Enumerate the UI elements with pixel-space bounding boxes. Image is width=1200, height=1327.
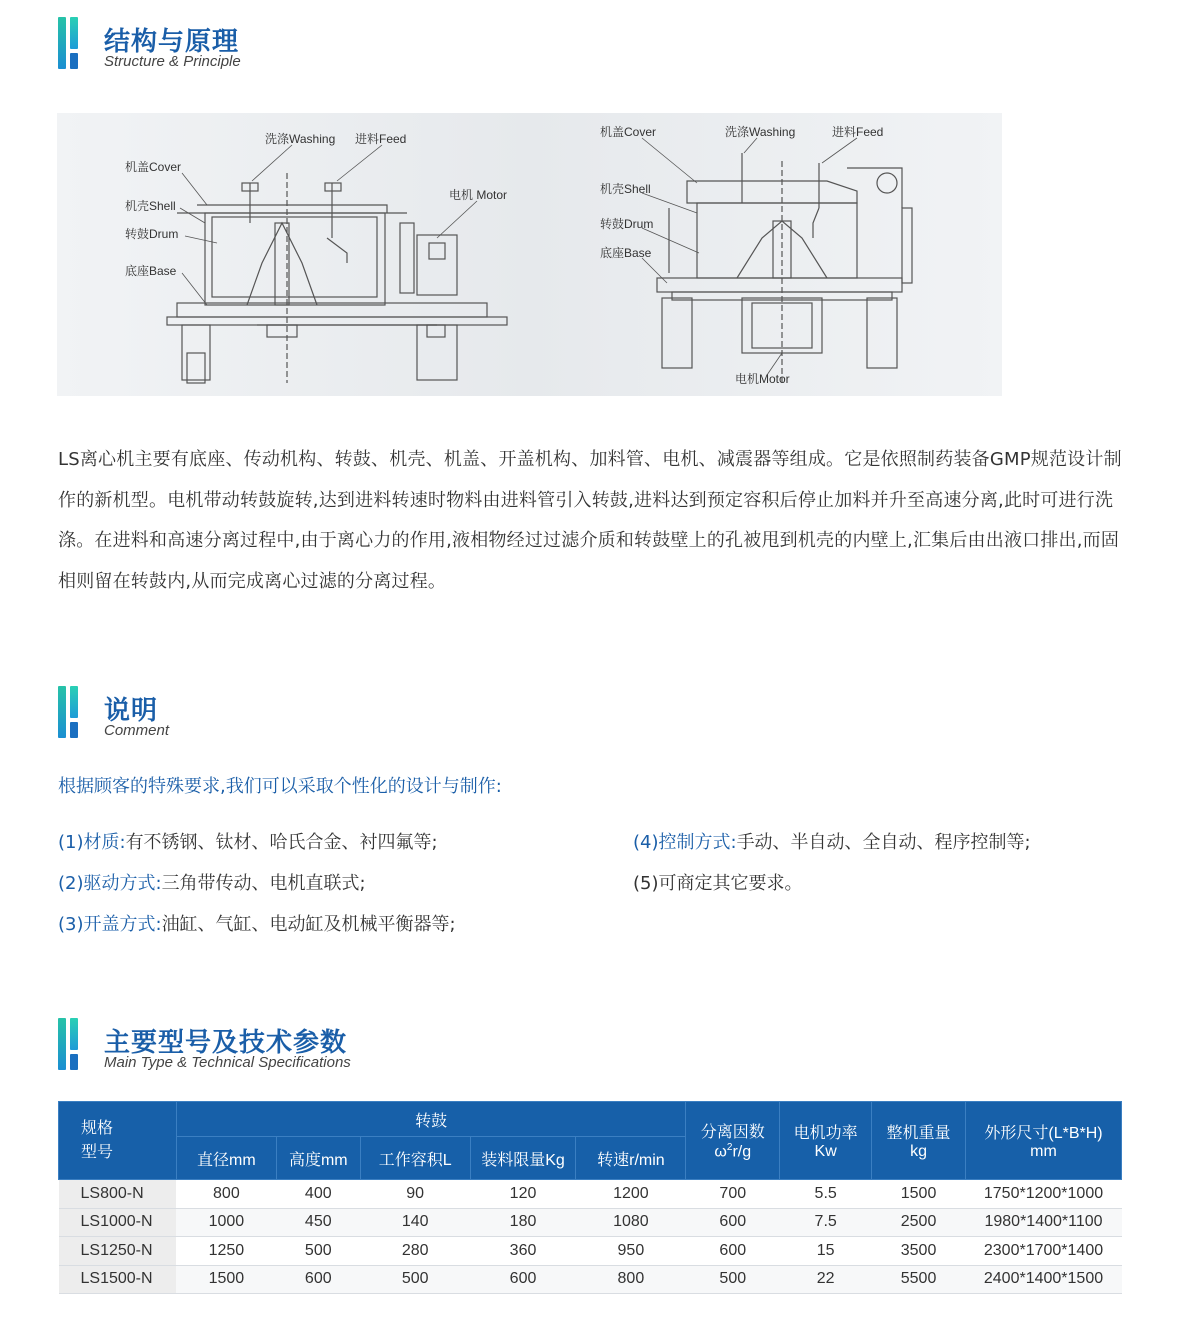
table-cell: 140 (360, 1208, 470, 1237)
header-motor-line2: Kw (814, 1143, 837, 1160)
label-drum-right: 转鼓Drum (600, 217, 654, 231)
table-cell: 5500 (872, 1265, 966, 1294)
header-bar-decoration (70, 722, 78, 738)
header-motor-line1: 电机功率 (793, 1125, 858, 1142)
header-bar-decoration (70, 1018, 78, 1050)
header-bar-decoration (70, 17, 78, 49)
table-cell: 5.5 (780, 1180, 872, 1209)
label-cover-right: 机盖Cover (600, 125, 657, 139)
header-size-line2: mm (1030, 1143, 1057, 1160)
label-base-right: 底座Base (600, 246, 652, 260)
table-cell: 2400*1400*1500 (966, 1265, 1122, 1294)
comment-item-key: (1)材质: (58, 832, 126, 853)
header-bar-decoration (70, 686, 78, 718)
header-bar-decoration (58, 1018, 66, 1070)
section-subtitle: Comment (104, 722, 170, 739)
section-subtitle: Main Type & Technical Specifications (104, 1054, 351, 1071)
table-cell: 1500 (176, 1265, 276, 1294)
table-cell: 2300*1700*1400 (966, 1237, 1122, 1266)
header-sep-sup: 2 (726, 1142, 733, 1154)
header-weight-line1: 整机重量 (886, 1125, 951, 1142)
comment-item-value: (5)可商定其它要求。 (633, 873, 803, 894)
header-model-line1: 规格 (81, 1119, 114, 1137)
label-drum-left: 转鼓Drum (125, 227, 179, 241)
table-cell: 15 (780, 1237, 872, 1266)
comment-item-key: (4)控制方式: (633, 832, 737, 853)
table-cell: 600 (686, 1237, 780, 1266)
table-cell: 450 (276, 1208, 360, 1237)
table-cell: 180 (470, 1208, 576, 1237)
comment-item-opening (58, 910, 456, 936)
header-sep-line1: 分离因数 (700, 1124, 765, 1142)
table-cell: 3500 (872, 1237, 966, 1266)
header-volume: 工作容积L (360, 1137, 470, 1180)
table-cell: 700 (686, 1180, 780, 1209)
cell-model: LS1000-N (59, 1208, 177, 1237)
header-motor-power (780, 1102, 872, 1180)
header-sep-unit: r/g (732, 1143, 752, 1161)
table-row (59, 1180, 1122, 1209)
table-cell: 7.5 (780, 1208, 872, 1237)
label-base-left: 底座Base (125, 264, 177, 278)
header-bar-decoration (58, 17, 66, 69)
header-model (59, 1102, 177, 1180)
label-motor-left: 电机 Motor (449, 188, 508, 202)
table-cell: 1750*1200*1000 (966, 1180, 1122, 1209)
table-cell: 22 (780, 1265, 872, 1294)
table-row (59, 1237, 1122, 1266)
table-cell: 2500 (872, 1208, 966, 1237)
table-cell: 280 (360, 1237, 470, 1266)
header-weight-line2: kg (910, 1143, 927, 1160)
table-cell: 1980*1400*1100 (966, 1208, 1122, 1237)
structure-diagram (57, 113, 1002, 396)
table-cell: 500 (276, 1237, 360, 1266)
table-cell: 600 (470, 1265, 576, 1294)
section-title: 结构与原理 (104, 27, 240, 57)
comment-item-key: (3)开盖方式: (58, 914, 162, 935)
header-sep-omega: ω (714, 1143, 727, 1161)
cell-model: LS1500-N (59, 1265, 177, 1294)
description-paragraph: LS离心机主要有底座、传动机构、转鼓、机壳、机盖、开盖机构、加料管、电机、减震器等组成。它是依照制药装备GMP规范设计制作的新机型。电机带动转鼓旋转,达到进料转速时物料由进料管引入转鼓,进料达到预定容积后停止加料并升至高速分离,此时可进行洗涤。在进料和高速分离过程中,由于离心力的作用,液相物经过过滤介质和转鼓壁上的孔被甩到机壳的内壁上,汇集后由出液口排出,而固相则留在转鼓内,从而完成离心过滤的分离过程。 (58, 449, 1122, 592)
table-cell: 400 (276, 1180, 360, 1209)
table-cell: 600 (686, 1208, 780, 1237)
comment-item-material (58, 828, 438, 854)
comment-item-value: 手动、半自动、全自动、程序控制等; (736, 832, 1031, 853)
header-weight (872, 1102, 966, 1180)
label-cover-left: 机盖Cover (125, 160, 182, 174)
comment-item-drive (58, 869, 366, 895)
table-row (59, 1208, 1122, 1237)
table-cell: 1500 (872, 1180, 966, 1209)
table-cell: 1000 (176, 1208, 276, 1237)
header-size-line1: 外形尺寸(L*B*H) (984, 1125, 1103, 1142)
label-shell-right: 机壳Shell (600, 182, 651, 196)
table-cell: 360 (470, 1237, 576, 1266)
header-separation-factor (686, 1102, 780, 1180)
header-load-limit: 装料限量Kg (470, 1137, 576, 1180)
section-subtitle: Structure & Principle (104, 53, 241, 70)
cell-model: LS1250-N (59, 1237, 177, 1266)
comment-intro: 根据顾客的特殊要求,我们可以采取个性化的设计与制作: (58, 776, 502, 797)
comment-item-value: 有不锈钢、钛材、哈氏合金、衬四氟等; (125, 832, 438, 853)
label-shell-left: 机壳Shell (125, 199, 176, 213)
comment-item-value: 三角带传动、电机直联式; (161, 873, 366, 894)
comment-item-value: 油缸、气缸、电动缸及机械平衡器等; (161, 914, 456, 935)
table-cell: 950 (576, 1237, 686, 1266)
table-cell: 120 (470, 1180, 576, 1209)
header-model-line2: 型号 (81, 1143, 114, 1161)
table-cell: 90 (360, 1180, 470, 1209)
section-title: 主要型号及技术参数 (104, 1028, 348, 1058)
header-height: 高度mm (276, 1137, 360, 1180)
table-cell: 1250 (176, 1237, 276, 1266)
table-cell: 800 (576, 1265, 686, 1294)
table-cell: 500 (686, 1265, 780, 1294)
label-washing-left: 洗涤Washing (265, 132, 336, 146)
header-bar-decoration (58, 686, 66, 738)
table-cell: 1080 (576, 1208, 686, 1237)
header-dimensions (966, 1102, 1122, 1180)
label-motor-right: 电机Motor (735, 372, 790, 386)
header-drum-group: 转鼓 (176, 1102, 685, 1137)
centrifuge-drawings (57, 113, 1002, 396)
cell-model: LS800-N (59, 1180, 177, 1209)
table-row (59, 1265, 1122, 1294)
comment-item-control (633, 828, 1031, 854)
comment-item-other (633, 869, 803, 895)
label-feed-right: 进料Feed (832, 125, 884, 139)
header-speed: 转速r/min (576, 1137, 686, 1180)
header-bar-decoration (70, 1054, 78, 1070)
header-diameter: 直径mm (176, 1137, 276, 1180)
spec-table (58, 1101, 1122, 1294)
comment-item-key: (2)驱动方式: (58, 873, 162, 894)
table-cell: 600 (276, 1265, 360, 1294)
label-feed-left: 进料Feed (355, 132, 407, 146)
section-title: 说明 (104, 696, 159, 726)
table-cell: 1200 (576, 1180, 686, 1209)
table-cell: 800 (176, 1180, 276, 1209)
header-bar-decoration (70, 53, 78, 69)
table-cell: 500 (360, 1265, 470, 1294)
label-washing-right: 洗涤Washing (725, 125, 796, 139)
